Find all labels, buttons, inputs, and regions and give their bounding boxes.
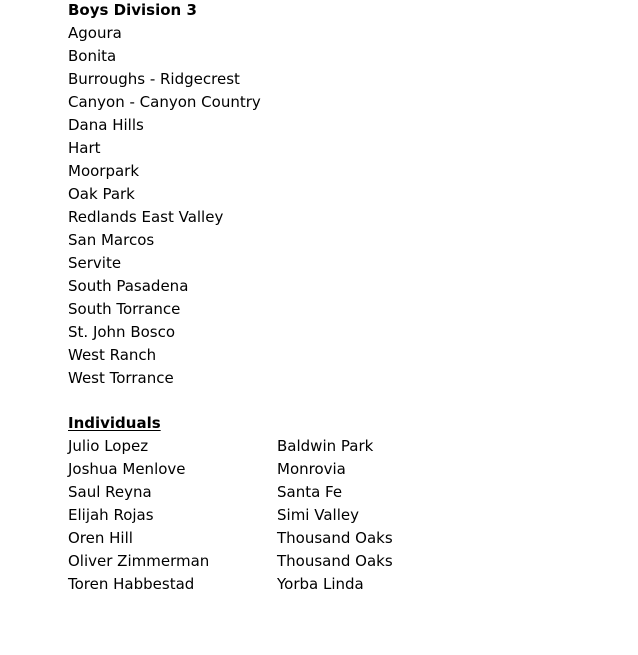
list-item: West Torrance: [68, 369, 174, 387]
individual-name: Oliver Zimmerman: [68, 552, 210, 570]
individual-name: Joshua Menlove: [68, 460, 186, 478]
list-item: Dana Hills: [68, 116, 144, 134]
school-list: [68, 22, 608, 390]
table-row: [68, 573, 608, 596]
individuals-table: [68, 435, 608, 596]
list-item: Hart: [68, 139, 101, 157]
individual-name: Elijah Rojas: [68, 506, 154, 524]
document: [68, 0, 608, 596]
individual-name: Julio Lopez: [68, 437, 149, 455]
table-row: [68, 458, 608, 481]
individual-school: Monrovia: [277, 460, 346, 478]
section-spacer: [68, 390, 608, 412]
individual-school: Yorba Linda: [277, 575, 364, 593]
table-row: [68, 435, 608, 458]
list-item: Agoura: [68, 24, 122, 42]
individual-school: Thousand Oaks: [277, 552, 393, 570]
individual-school: Simi Valley: [277, 506, 359, 524]
individuals-title: Individuals: [68, 414, 161, 432]
list-item: Canyon - Canyon Country: [68, 93, 261, 111]
list-item: Redlands East Valley: [68, 208, 224, 226]
individuals-heading: [68, 412, 608, 435]
list-item: Bonita: [68, 47, 117, 65]
list-item: Burroughs - Ridgecrest: [68, 70, 240, 88]
individual-name: Saul Reyna: [68, 483, 152, 501]
list-item: San Marcos: [68, 231, 155, 249]
list-item: South Pasadena: [68, 277, 189, 295]
list-item: St. John Bosco: [68, 323, 176, 341]
individual-school: Baldwin Park: [277, 437, 374, 455]
table-row: [68, 550, 608, 573]
table-row: [68, 481, 608, 504]
list-item: South Torrance: [68, 300, 181, 318]
individual-school: Thousand Oaks: [277, 529, 393, 547]
division-title: Boys Division 3: [68, 1, 197, 19]
individual-name: Oren Hill: [68, 529, 133, 547]
list-item: West Ranch: [68, 346, 157, 364]
list-item: Moorpark: [68, 162, 140, 180]
individual-school: Santa Fe: [277, 483, 343, 501]
table-row: [68, 527, 608, 550]
list-item: Servite: [68, 254, 122, 272]
list-item: Oak Park: [68, 185, 135, 203]
individual-name: Toren Habbestad: [68, 575, 195, 593]
table-row: [68, 504, 608, 527]
